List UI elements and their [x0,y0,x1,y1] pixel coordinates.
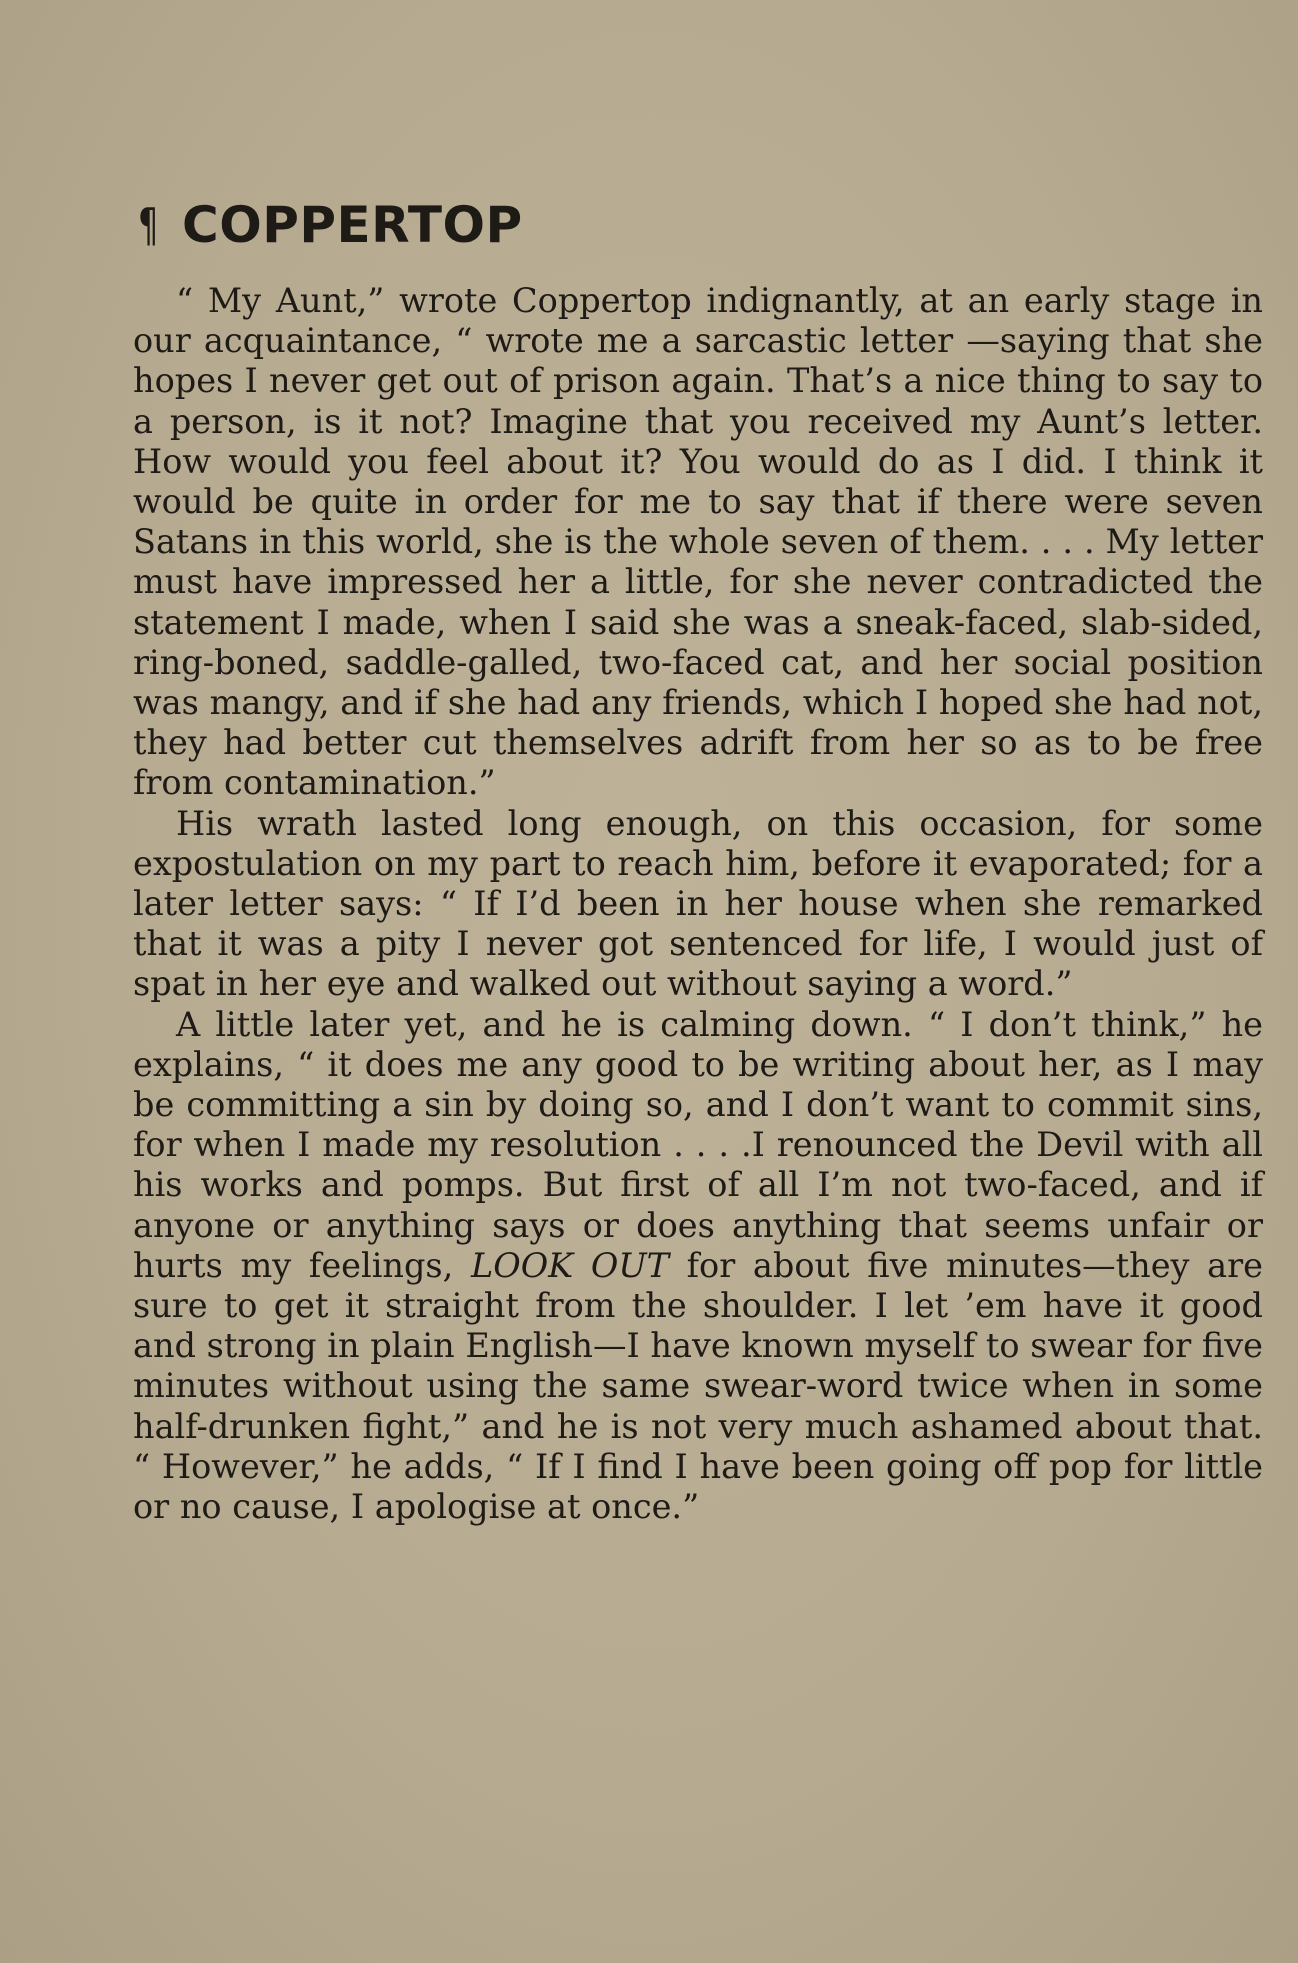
section-heading [134,196,523,254]
pilcrow-icon: ¶ [137,198,159,252]
paragraph-1 [133,281,1263,804]
paragraph-2 [133,804,1263,1005]
emphasis-look-out: LOOK OUT [470,1245,669,1285]
paragraph-3 [133,1005,1263,1528]
body-text [133,281,1263,1527]
paragraph-2-text: His wrath lasted long enough, on this occasion, for some expostulation on my part to reach him, before it evaporated; for a later letter says: “ If I’d been in her house when she remarked that it was a pity I never got sentenced for life, I would just of spat in her eye and walked out without saying a word.” [133,803,1263,1004]
paragraph-3-text-b: for about five minutes—they are sure to get it straight from the shoulder. I let ’em have it good and strong in plain English—I have known myself to swear for five minutes without using the same swear-word twice when in some half-drunken fight,” and he is not very much ashamed about that. “ However,” he adds, “ If I find I have been going off pop for little or no cause, I apologise at once.” [133,1245,1263,1527]
paragraph-3-text-a: A little later yet, and he is calming down. “ I don’t think,” he explains, “ it does me any good to be writing about her, as I may be committing a sin by doing so, and I don’t want to commit sins, for when I made my resolution . . . .I renounced the Devil with all his works and pomps. But first of all I’m not two-faced, and if anyone or anything says or does anything that seems unfair or hurts my feelings, [133,1004,1263,1285]
section-title: COPPERTOP [182,196,523,254]
paragraph-1-text: “ My Aunt,” wrote Coppertop indignantly, at an early stage in our acquaintance, “ wrote me a sarcastic letter —saying that she hopes I never get out of prison again. That’s a nice thing to say to a person, is it not? Imagine that you received my Aunt’s letter. How would you feel about it? You would do as I did. I think it would be quite in order for me to say that if there were seven Satans in this world, she is the whole seven of them. . . . My letter must have impressed her a little, for she never contradicted the statement I made, when I said she was a sneak-faced, slab-sided, ring-boned, saddle-galled, two-faced cat, and her social position was mangy, and if she had any friends, which I hoped she had not, they had better cut themselves adrift from her so as to be free from contamination.” [133,281,1263,803]
